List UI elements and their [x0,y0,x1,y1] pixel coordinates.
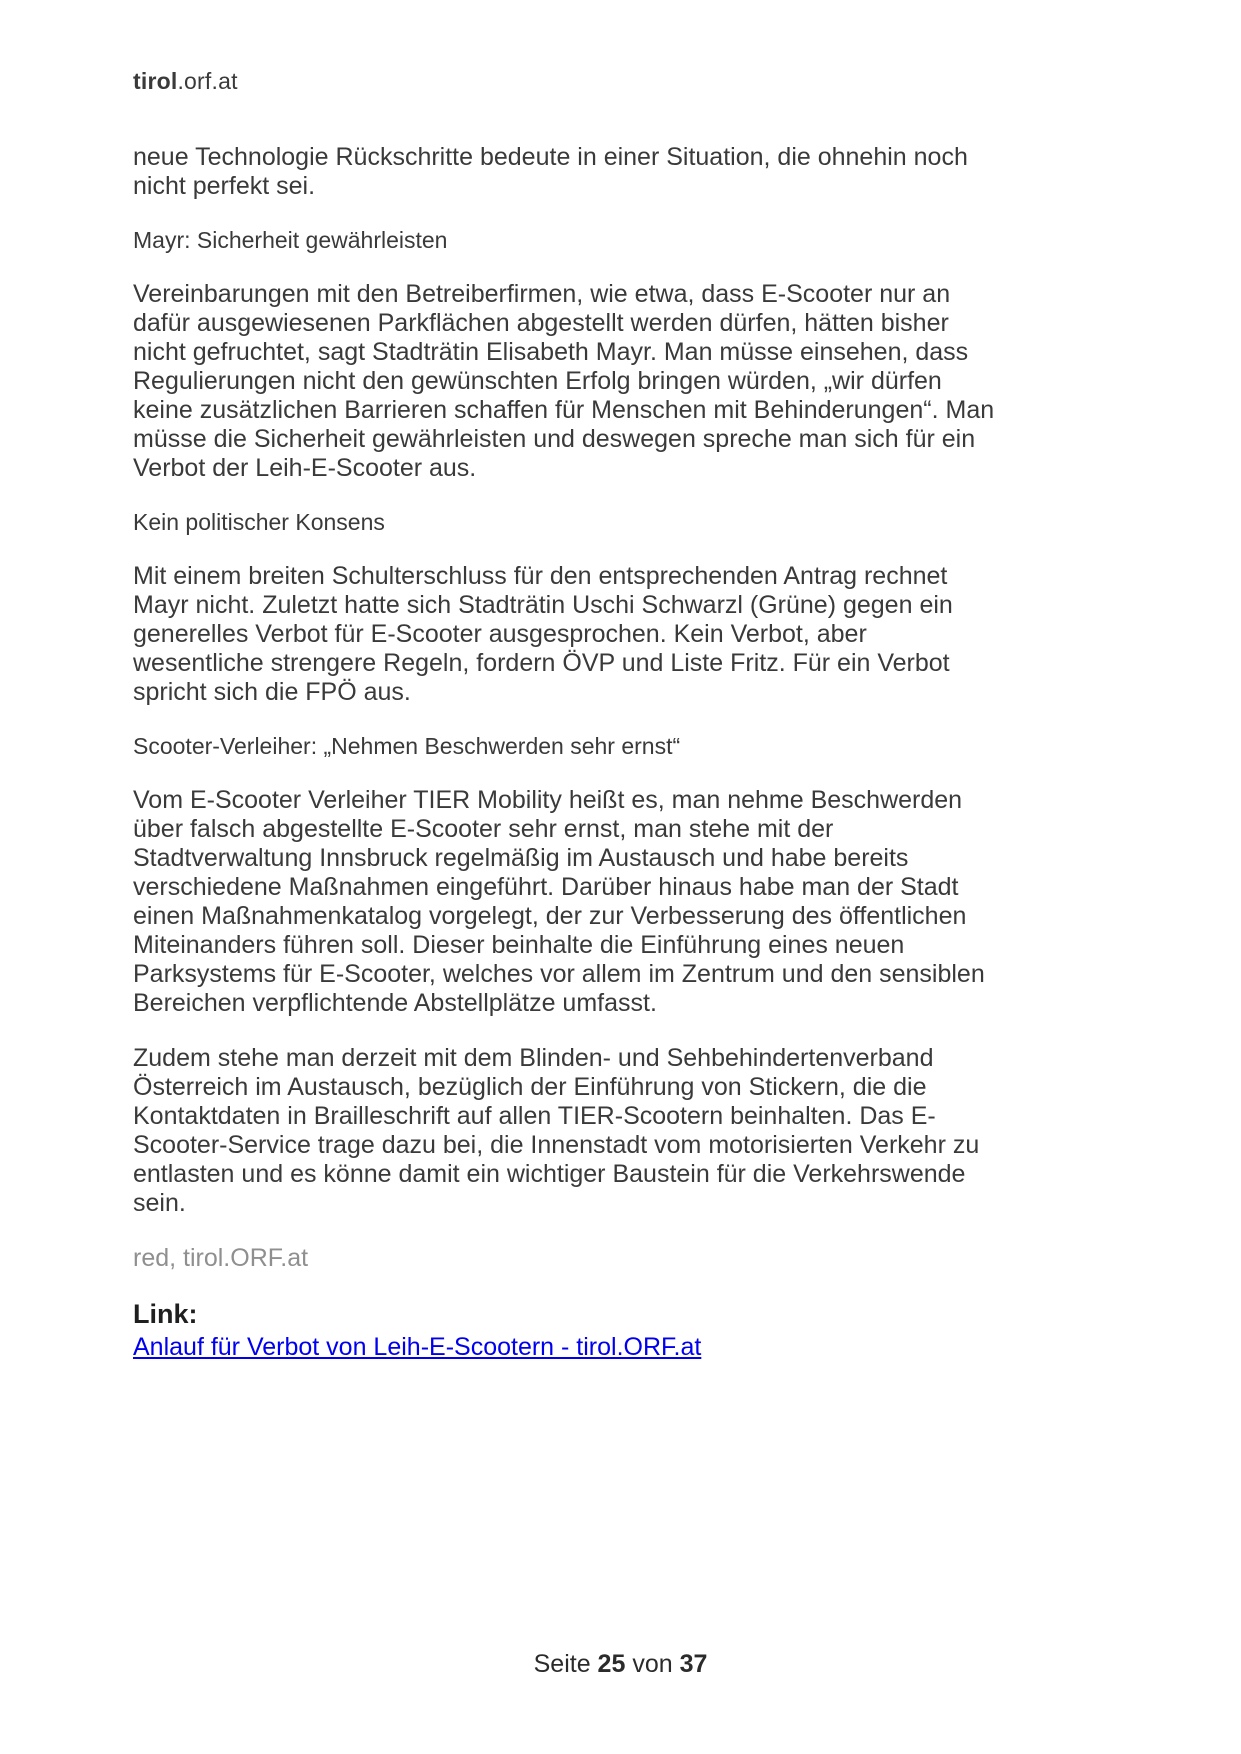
article-paragraph-intro: neue Technologie Rückschritte bedeute in einer Situation, die ohnehin noch nicht perfekt sei. [133,143,968,200]
page-number-footer [0,1650,1241,1679]
site-brand-suffix: .orf.at [177,68,238,94]
footer-total-pages: 37 [679,1650,708,1678]
section-heading-scooter-verleiher: Scooter-Verleiher: „Nehmen Beschwerden sehr ernst“ [133,733,681,759]
article-paragraph-blindenverband: Zudem stehe man derzeit mit dem Blinden- und Sehbehindertenverband Österreich im Austausch, bezüglich der Einführung von Stickern, die die Kontaktdaten in Brailleschrift auf allen TIER-Scootern beinhalten. Das E-Scooter-Service trage dazu bei, die Innenstadt vom motorisierten Verkehr zu entlasten und es könne damit ein wichtiger Baustein für die Verkehrswende sein. [133,1044,980,1217]
article-paragraph-vereinbarungen: Vereinbarungen mit den Betreiberfirmen, wie etwa, dass E-Scooter nur an dafür ausgewiesenen Parkflächen abgestellt werden dürfen, hätten bisher nicht gefruchtet, sagt Stadträtin Elisabeth Mayr. Man müsse einsehen, dass Regulierungen nicht den gewünschten Erfolg bringen würden, „wir dürfen keine zusätzlichen Barrieren schaffen für Menschen mit Behinderungen“. Man müsse die Sicherheit gewährleisten und deswegen spreche man sich für ein Verbot der Leih-E-Scooter aus. [133,280,995,482]
links-section [133,1299,1003,1362]
links-heading: Link: [133,1299,198,1329]
footer-current-page: 25 [597,1650,626,1678]
site-brand [133,68,238,95]
footer-label-seite: Seite [533,1650,591,1678]
section-heading-kein-konsens: Kein politischer Konsens [133,509,385,535]
article-link[interactable]: Anlauf für Verbot von Leih-E-Scootern - tirol.ORF.at [133,1333,702,1361]
article-body [133,143,1003,1362]
section-heading-mayr-sicherheit: Mayr: Sicherheit gewährleisten [133,227,448,253]
site-brand-bold: tirol [133,68,178,94]
article-byline: red, tirol.ORF.at [133,1244,309,1272]
article-paragraph-schulterschluss: Mit einem breiten Schulterschluss für den entsprechenden Antrag rechnet Mayr nicht. Zuletzt hatte sich Stadträtin Uschi Schwarzl (Grüne) gegen ein generelles Verbot für E-Scooter ausgesprochen. Kein Verbot, aber wesentliche strengere Regeln, fordern ÖVP und Liste Fritz. Für ein Verbot spricht sich die FPÖ aus. [133,562,953,706]
footer-label-von: von [632,1650,673,1678]
article-paragraph-tier-mobility: Vom E-Scooter Verleiher TIER Mobility heißt es, man nehme Beschwerden über falsch abgestellte E-Scooter sehr ernst, man stehe mit der Stadtverwaltung Innsbruck regelmäßig im Austausch und habe bereits verschiedene Maßnahmen eingeführt. Darüber hinaus habe man der Stadt einen Maßnahmenkatalog vorgelegt, der zur Verbesserung des öffentlichen Miteinanders führen soll. Dieser beinhalte die Einführung eines neuen Parksystems für E-Scooter, welches vor allem im Zentrum und den sensiblen Bereichen verpflichtende Abstellplätze umfasst. [133,786,985,1017]
